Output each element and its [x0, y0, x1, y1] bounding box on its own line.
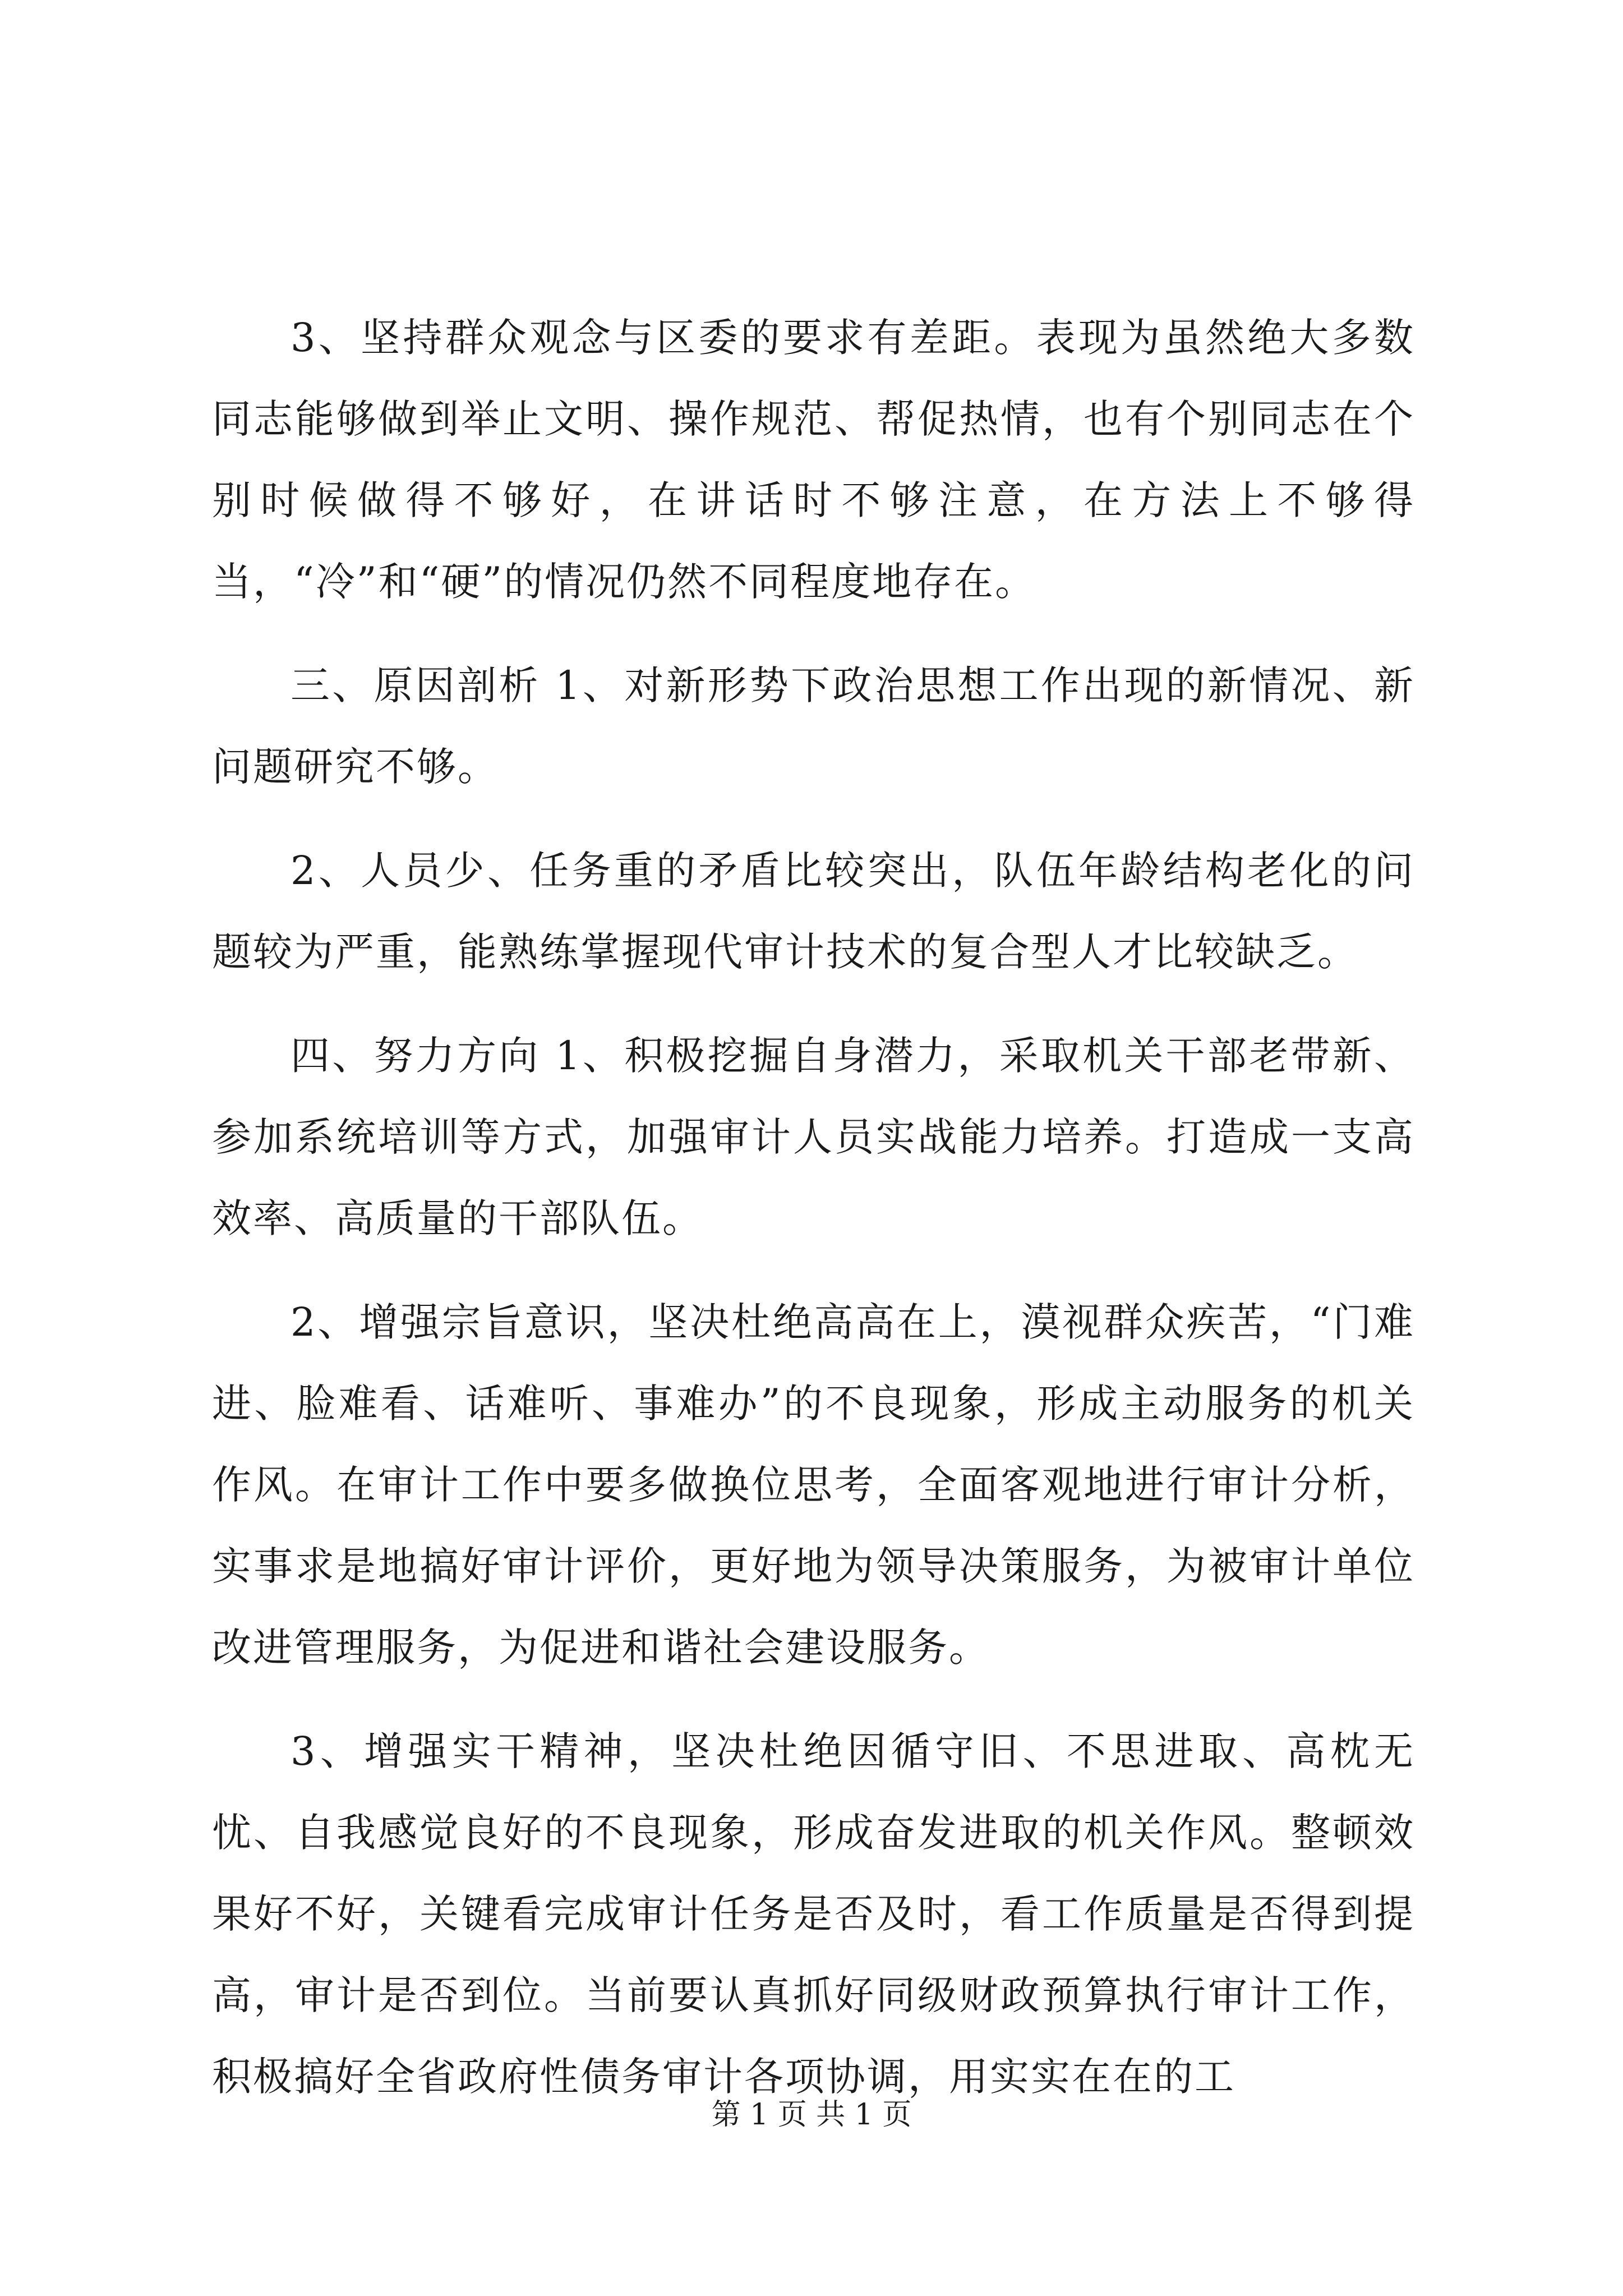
paragraph-practical-spirit: 3、增强实干精神，坚决杜绝因循守旧、不思进取、高枕无忧、自我感觉良好的不良现象，形成奋发进取的机关作风。整顿效果好不好，关键看完成审计任务是否及时，看工作质量是否得到提高，审计是否到位。当前要认真抓好同级财政预算执行审计工作，积极搞好全省政府性债务审计各项协调，用实实在在的工	[212, 1728, 1415, 2100]
paragraph-cause-analysis: 三、原因剖析 1、对新形势下政治思想工作出现的新情况、新问题研究不够。	[212, 662, 1415, 790]
paragraph-service-awareness: 2、增强宗旨意识，坚决杜绝高高在上，漠视群众疾苦，“门难进、脸难看、话难听、事难办”的不良现象，形成主动服务的机关作风。在审计工作中要多做换位思考，全面客观地进行审计分析，实事求是地搞好审计评价，更好地为领导决策服务，为被审计单位改进管理服务，为促进和谐社会建设服务。	[212, 1299, 1415, 1671]
paragraph-mass-line-gap: 3、坚持群众观念与区委的要求有差距。表现为虽然绝大多数同志能够做到举止文明、操作规范、帮促热情，也有个别同志在个别时候做得不够好，在讲话时不够注意，在方法上不够得当，“冷”和“硬”的情况仍然不同程度地存在。	[212, 315, 1415, 605]
paragraph-staffing-issue: 2、人员少、任务重的矛盾比较突出，队伍年龄结构老化的问题较为严重，能熟练掌握现代审计技术的复合型人才比较缺乏。	[212, 848, 1415, 975]
document-body	[212, 297, 1415, 2140]
paragraph-direction-training: 四、努力方向 1、积极挖掘自身潜力，采取机关干部老带新、参加系统培训等方式，加强审计人员实战能力培养。打造成一支高效率、高质量的干部队伍。	[212, 1033, 1415, 1241]
page-number-footer: 第 1 页 共 1 页	[711, 2098, 912, 2132]
